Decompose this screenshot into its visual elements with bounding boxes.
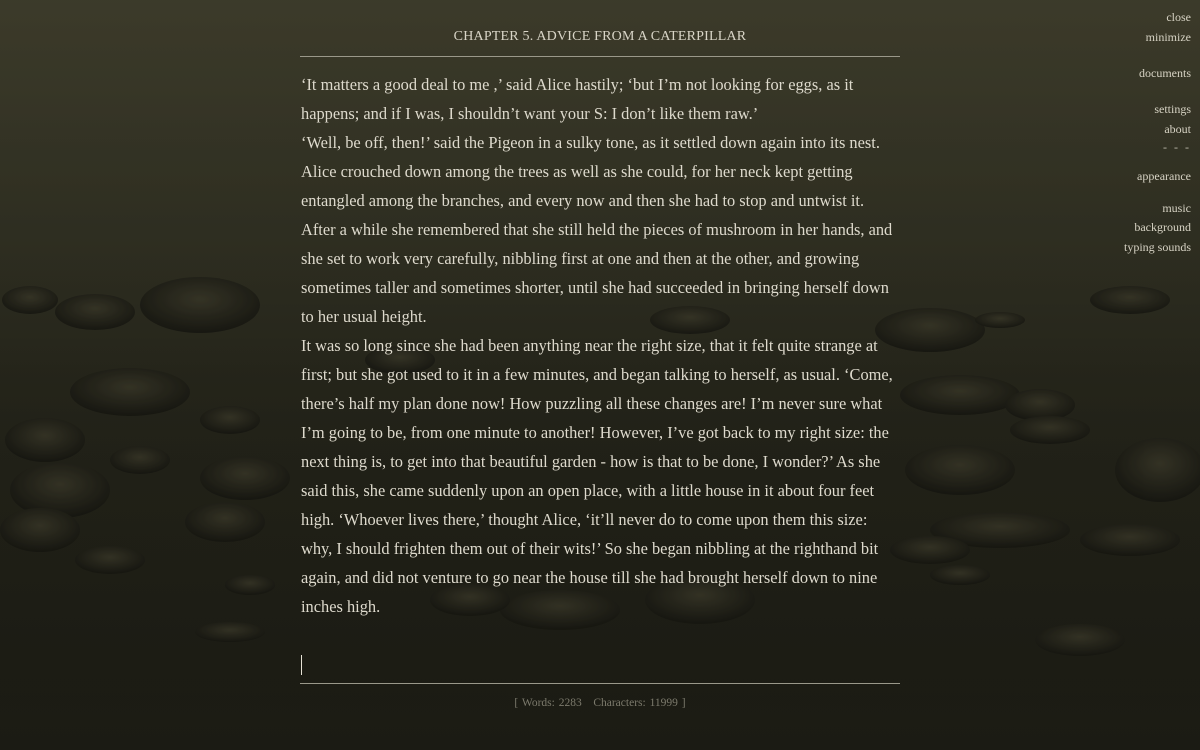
words-label: Words: [521,697,555,709]
word-character-counter [300,697,900,709]
editor-text-area[interactable] [301,70,899,621]
typing-sounds-button[interactable]: typing sounds [1123,240,1191,254]
counter-open-bracket: [ [514,697,519,709]
menu-separator: - - - [1163,140,1191,154]
text-cursor [301,655,302,675]
characters-label: Characters: [593,697,646,709]
top-divider [300,56,900,57]
paragraph-2[interactable]: ‘Well, be off, then!’ said the Pigeon in a sulky tone, as it settled down again into its nest. Alice crouched down among the trees as well as she could, for her neck kept getting entangled among the branches, and every now and then she had to stop and untwist it. After a while she remembered that she still held the pieces of mushroom in her hands, and she set to work very carefully, nibbling first at one and then at the other, and growing sometimes taller and sometimes shorter, until she had succeeded in bringing herself down to her usual height. [301,133,893,326]
background-button[interactable]: background [1134,220,1191,234]
characters-count: 11999 [649,697,678,709]
bottom-divider [300,683,900,684]
close-button[interactable]: close [1166,10,1191,24]
paragraph-3[interactable]: It was so long since she had been anything near the right size, that it felt quite strange at first; but she got used to it in a few minutes, and began talking to herself, as usual. ‘Come, there’s half my plan done now! How puzzling all these changes are! I’m never sure what I’m going to be, from one minute to another! However, I’ve got back to my right size: the next thing is, to get into that beautiful garden - how is that to be done, I wonder?’ As she said this, she came suddenly upon an open place, with a little house in it about four feet high. ‘Whoever lives there,’ thought Alice, ‘it’ll never do to come upon them this size: why, I should frighten them out of their wits!’ So she began nibbling at the righthand bit again, and did not venture to go near the house till she had brought herself down to nine inches high. [301,336,893,616]
editor-column [300,0,900,750]
paragraph-1[interactable]: ‘It matters a good deal to me ,’ said Alice hastily; ‘but I’m not looking for eggs, as it happens; and if I was, I shouldn’t want your S: I don’t like them raw.’ [301,75,854,123]
counter-close-bracket: ] [681,697,686,709]
chapter-title: CHAPTER 5. ADVICE FROM A CATERPILLAR [453,29,747,44]
settings-button[interactable]: settings [1154,102,1191,116]
minimize-button[interactable]: minimize [1145,30,1191,44]
words-count: 2283 [558,697,582,709]
documents-button[interactable]: documents [1139,66,1191,80]
about-button[interactable]: about [1164,122,1191,136]
music-button[interactable]: music [1162,201,1191,215]
appearance-button[interactable]: appearance [1137,169,1191,183]
